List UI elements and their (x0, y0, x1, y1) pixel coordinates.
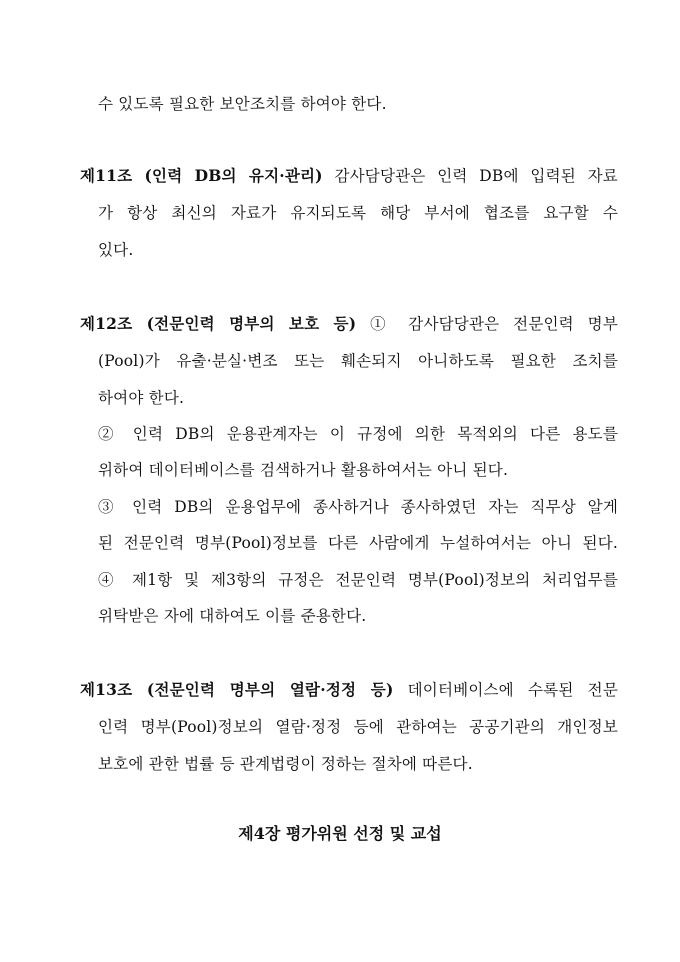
article-11-line-1-text: 감사담당관은 인력 DB에 입력된 자료 (322, 167, 618, 185)
article-11-line-1 (80, 166, 618, 186)
article-11-line-3: 있다. (98, 241, 134, 259)
article-13-line-2: 인력 명부(Pool)정보의 열람·정정 등에 관하여는 공공기관의 개인정보 (98, 718, 618, 736)
article-12-line-9: 위탁받은 자에 대하여도 이를 준용한다. (98, 607, 367, 625)
article-12-line-7: 된 전문인력 명부(Pool)정보를 다른 사람에게 누설하여서는 아니 된다. (98, 534, 618, 552)
article-12-line-3: 하여야 한다. (98, 389, 185, 407)
article-11-line-2: 가 항상 최신의 자료가 유지되도록 해당 부서에 협조를 요구할 수 (98, 204, 618, 222)
article-12-line-4: ② 인력 DB의 운용관계자는 이 규정에 의한 목적외의 다른 용도를 (98, 425, 618, 443)
article-13-line-1-text: 데이터베이스에 수록된 전문 (393, 681, 618, 699)
chapter-4-title: 제4장 평가위원 선정 및 교섭 (238, 824, 442, 843)
article-12-line-5: 위하여 데이터베이스를 검색하거나 활용하여서는 아니 된다. (98, 461, 509, 479)
article-12-line-8: ④ 제1항 및 제3항의 규정은 전문인력 명부(Pool)정보의 처리업무를 (98, 571, 618, 589)
article-12-line-2: (Pool)가 유출·분실·변조 또는 훼손되지 아니하도록 필요한 조치를 (98, 352, 618, 370)
article-12-heading: 제12조 (전문인력 명부의 보호 등) (80, 314, 357, 333)
article-11-heading: 제11조 (인력 DB의 유지·관리) (80, 166, 323, 185)
article-13-heading: 제13조 (전문인력 명부의 열람·정정 등) (80, 680, 394, 699)
article-12-line-1-text: ① 감사담당관은 전문인력 명부 (356, 315, 618, 333)
continuation-line-1: 수 있도록 필요한 보안조치를 하여야 한다. (98, 95, 387, 113)
article-13-line-1 (80, 680, 618, 700)
article-12-line-1 (80, 314, 618, 334)
article-13-line-3: 보호에 관한 법률 등 관계법령이 정하는 절차에 따른다. (98, 755, 473, 773)
article-12-line-6: ③ 인력 DB의 운용업무에 종사하거나 종사하였던 자는 직무상 알게 (98, 498, 618, 516)
